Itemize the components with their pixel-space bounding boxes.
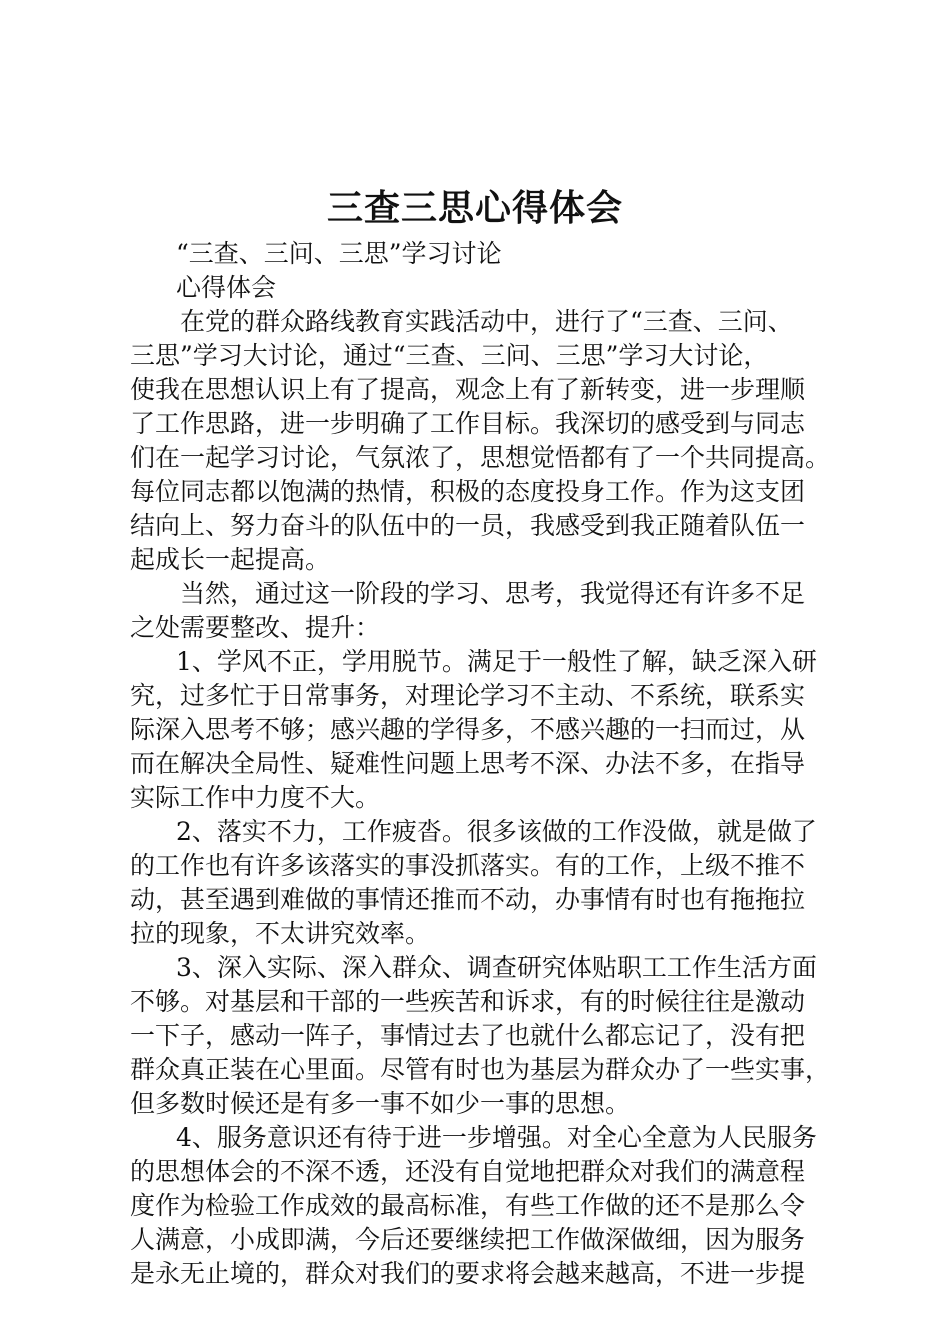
- list-item-line: 度作为检验工作成效的最高标准，有些工作做的还不是那么令: [130, 1191, 806, 1220]
- list-item-line: 不够。对基层和干部的一些疾苦和诉求，有的时候往往是激动: [130, 987, 806, 1016]
- list-item-line: 3、深入实际、深入群众、调查研究体贴职工工作生活方面: [176, 953, 817, 982]
- paragraph-line: 三思”学习大讨论，通过“三查、三问、三思”学习大讨论，: [130, 341, 769, 370]
- list-item-line: 而在解决全局性、疑难性问题上思考不深、办法不多，在指导: [130, 749, 806, 778]
- list-item-line: 群众真正装在心里面。尽管有时也为基层为群众办了一些实事，: [130, 1055, 831, 1084]
- paragraph-line: 了工作思路，进一步明确了工作目标。我深切的感受到与同志: [130, 409, 806, 438]
- paragraph-line: 们在一起学习讨论，气氛浓了，思想觉悟都有了一个共同提高。: [130, 443, 831, 472]
- list-item-line: 究，过多忙于日常事务，对理论学习不主动、不系统，联系实: [130, 681, 806, 710]
- list-item-line: 拉的现象，不太讲究效率。: [130, 919, 431, 948]
- paragraph-line: 在党的群众路线教育实践活动中，进行了“三查、三问、: [180, 307, 793, 336]
- list-item-line: 的工作也有许多该落实的事没抓落实。有的工作，上级不推不: [130, 851, 806, 880]
- list-item-line: 2、落实不力，工作疲沓。很多该做的工作没做，就是做了: [176, 817, 817, 846]
- document-title: 三查三思心得体会: [326, 187, 623, 229]
- list-item-line: 实际工作中力度不大。: [130, 783, 381, 812]
- paragraph-line: 之处需要整改、提升：: [130, 613, 381, 642]
- paragraph-line: 每位同志都以饱满的热情，积极的态度投身工作。作为这支团: [130, 477, 806, 506]
- paragraph-line: 起成长一起提高。: [130, 545, 331, 574]
- paragraph-line: 结向上、努力奋斗的队伍中的一员，我感受到我正随着队伍一: [130, 511, 806, 540]
- list-item-line: 的思想体会的不深不透，还没有自觉地把群众对我们的满意程: [130, 1157, 806, 1186]
- list-item-line: 际深入思考不够；感兴趣的学得多，不感兴趣的一扫而过，从: [130, 715, 806, 744]
- paragraph-line: 当然，通过这一阶段的学习、思考，我觉得还有许多不足: [180, 579, 806, 608]
- subtitle-line: “三查、三问、三思”学习讨论: [176, 239, 502, 268]
- subtitle-line: 心得体会: [176, 273, 277, 302]
- list-item-line: 1、学风不正，学用脱节。满足于一般性了解，缺乏深入研: [176, 647, 817, 676]
- list-item-line: 是永无止境的，群众对我们的要求将会越来越高，不进一步提: [130, 1259, 806, 1288]
- list-item-line: 动，甚至遇到难做的事情还推而不动，办事情有时也有拖拖拉: [130, 885, 806, 914]
- list-item-line: 但多数时候还是有多一事不如少一事的思想。: [130, 1089, 631, 1118]
- paragraph-line: 使我在思想认识上有了提高，观念上有了新转变，进一步理顺: [130, 375, 806, 404]
- list-item-line: 4、服务意识还有待于进一步增强。对全心全意为人民服务: [176, 1123, 817, 1152]
- list-item-line: 人满意，小成即满，今后还要继续把工作做深做细，因为服务: [130, 1225, 806, 1254]
- list-item-line: 一下子，感动一阵子，事情过去了也就什么都忘记了，没有把: [130, 1021, 806, 1050]
